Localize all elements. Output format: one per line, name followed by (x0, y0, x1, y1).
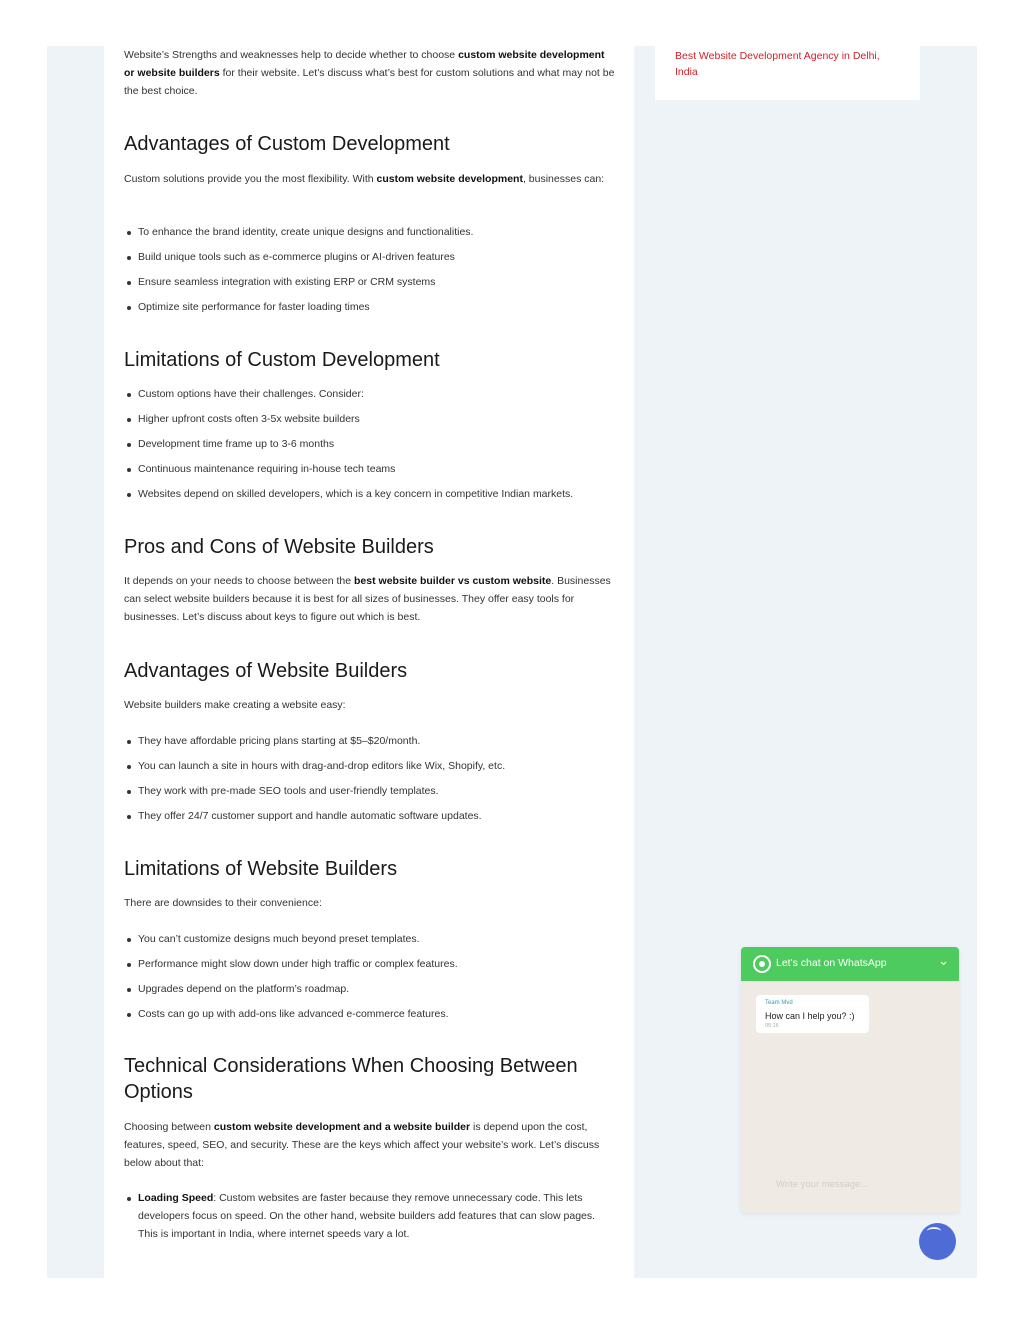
message-bubble (756, 995, 869, 1033)
message-text: How can I help you? :) (765, 1011, 855, 1021)
bold-text: custom website development and a website builder (213, 1121, 471, 1133)
limitations-custom-list (124, 385, 616, 503)
intro-bold: custom website development or website builders (124, 49, 605, 79)
list-item: Performance might slow down under high traffic or complex features. (124, 955, 616, 973)
bold-text: custom website development (376, 173, 523, 185)
whatsapp-title: Let's chat on WhatsApp (776, 957, 887, 969)
whatsapp-chat-widget (741, 947, 959, 1213)
technical-list (124, 1189, 616, 1243)
list-item: To enhance the brand identity, create unique designs and functionalities. (124, 223, 616, 241)
whatsapp-header[interactable] (741, 947, 959, 981)
text: . Businesses can select website builders because it is best for all sizes of businesses. They offer easy tools for businesses. Let’s discuss about keys to figure out which is best. (124, 575, 611, 623)
pros-cons-intro (124, 572, 616, 626)
intro-text: Website’s Strengths and weaknesses help to decide whether to choose (124, 49, 459, 61)
text: It depends on your needs to choose between the (124, 575, 355, 587)
list-item: Continuous maintenance requiring in-house tech teams (124, 460, 616, 478)
list-item: Websites depend on skilled developers, which is a key concern in competitive Indian markets. (124, 485, 616, 503)
heading-technical-considerations: Technical Considerations When Choosing Between Options (124, 1055, 578, 1103)
list-item: Costs can go up with add-ons like advanced e-commerce features. (124, 1005, 616, 1023)
intro-paragraph (124, 46, 616, 100)
heading-advantages-custom: Advantages of Custom Development (124, 133, 450, 155)
text: : Custom websites are faster because they remove unnecessary code. This lets developers focus on speed. On the other hand, website builders add features that can slow pages. This is important in India, where internet speeds vary a lot. (138, 1192, 596, 1240)
text: Custom solutions provide you the most flexibility. With (124, 173, 377, 185)
list-item: They offer 24/7 customer support and handle automatic software updates. (124, 807, 616, 825)
list-item: You can’t customize designs much beyond preset templates. (124, 930, 616, 948)
message-input[interactable]: Write your message... (776, 1179, 869, 1190)
message-time: 05:16 (765, 1023, 779, 1029)
list-item: Custom options have their challenges. Consider: (124, 385, 616, 403)
whatsapp-icon (753, 955, 771, 973)
heading-limitations-builders: Limitations of Website Builders (124, 858, 398, 880)
advantages-custom-list (124, 223, 616, 316)
sidebar-card (655, 46, 920, 100)
advantages-custom-intro (124, 170, 616, 188)
limitations-builders-intro: There are downsides to their convenience: (124, 897, 322, 909)
text: Choosing between (124, 1121, 214, 1133)
list-item: You can launch a site in hours with drag-and-drop editors like Wix, Shopify, etc. (124, 757, 616, 775)
heading-pros-cons-builders: Pros and Cons of Website Builders (124, 536, 434, 558)
technical-intro (124, 1118, 616, 1172)
heading-advantages-builders: Advantages of Website Builders (124, 660, 408, 682)
list-item: They have affordable pricing plans starting at $5–$20/month. (124, 732, 616, 750)
intro-text-end: for their website. Let’s discuss what’s best for custom solutions and what may not be the best choice. (124, 67, 615, 97)
list-item (124, 1189, 616, 1243)
limitations-builders-list (124, 930, 616, 1023)
text: is depend upon the cost, features, speed, SEO, and security. These are the keys which affect your website’s work. Let’s discuss below about that: (124, 1121, 600, 1169)
list-item: Ensure seamless integration with existing ERP or CRM systems (124, 273, 616, 291)
text: , businesses can: (522, 173, 605, 185)
advantages-builders-intro: Website builders make creating a website easy: (124, 699, 346, 711)
list-item: Upgrades depend on the platform’s roadmap. (124, 980, 616, 998)
list-item: Build unique tools such as e-commerce plugins or AI-driven features (124, 248, 616, 266)
chevron-down-icon[interactable]: ⌄ (938, 953, 949, 968)
list-item: Optimize site performance for faster loading times (124, 298, 616, 316)
heading-limitations-custom: Limitations of Custom Development (124, 349, 440, 371)
sender-name: Team Mvd (765, 1000, 793, 1006)
bold-text: best website builder vs custom website (354, 575, 552, 587)
bold-text: Loading Speed (138, 1192, 214, 1204)
list-item: They work with pre-made SEO tools and user-friendly templates. (124, 782, 616, 800)
chat-icon[interactable] (919, 1223, 956, 1260)
advantages-builders-list (124, 732, 616, 825)
list-item: Higher upfront costs often 3-5x website builders (124, 410, 616, 428)
sidebar-link-agency[interactable]: Best Website Development Agency in Delhi, India (675, 50, 880, 78)
list-item: Development time frame up to 3-6 months (124, 435, 616, 453)
article (104, 46, 634, 1278)
